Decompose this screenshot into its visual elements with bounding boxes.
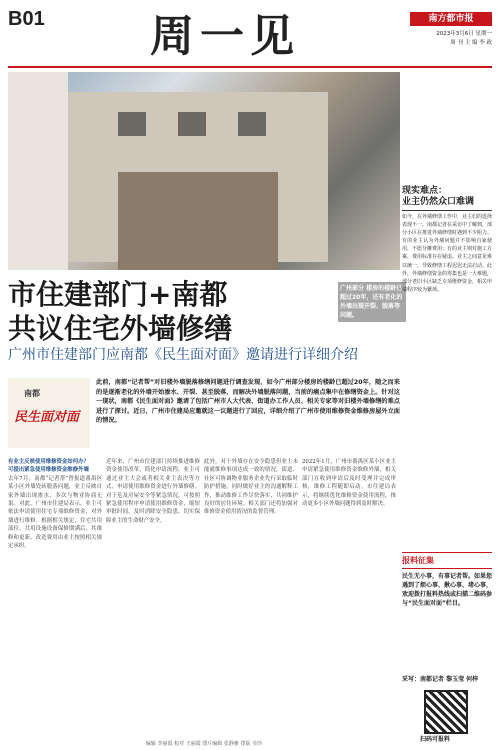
window — [238, 112, 266, 136]
qr-code-icon[interactable] — [424, 690, 468, 734]
headline-line-1: 市住建部门+南都 — [8, 278, 228, 311]
body-column-1 — [8, 458, 102, 550]
window — [178, 112, 206, 136]
answer-heading-1: 可提出紧急使用维修资金维修外墙 — [8, 467, 89, 474]
body-column-3 — [204, 458, 298, 517]
photo-caption: 广州部分 楼房的楼龄已超过20年，还有老化的外墙出现开裂、脱落等问题。 — [338, 282, 406, 322]
sidebar-body: 如今，在外墙修缮工作中，业主们的选择表现不一。南都记者在采访中了解到，部分小区在推进外墙修缮时遇到不少阻力。有的业主认为外墙问题并不影响自家使用，不愿分摊费用；有的业主则对施工方案、费用标准存在疑虑。业主之间意见难以统一，导致修缮工程迟迟无法启动。此外，外墙修缮资金的筹集也是一大难题，部分老旧小区缺乏专项维修资金，相关申请程序较为繁琐。 — [402, 214, 493, 293]
page-footer: 编辑 李丽霞 校对 王丽霞 图片编辑 张静雅 排版 吴玲 — [145, 741, 263, 747]
report-title: 报料征集 — [402, 552, 492, 569]
column-logo — [8, 378, 90, 448]
report-desc: 民生无小事，有事记者帮。如果您遇到了烦心事、揪心事、堵心事，欢迎拨打报料热线或扫描二维码参与“民生面对面”栏目。 — [402, 573, 493, 607]
editor-line: 周 刊 主 编 李 政 — [450, 40, 492, 46]
qr-label: 扫码可报料 — [420, 736, 451, 743]
report-box — [402, 552, 492, 608]
sidebar-heading — [402, 186, 492, 211]
column-logo-small: 南都 — [24, 388, 40, 398]
sidebar-rule — [402, 210, 492, 211]
body-column-4 — [302, 458, 396, 508]
column-text: 近年来，广州市住建部门持续推进维修资金使用改革，简化申请流程。业主可通过业主大会或者相关业主表决等方式，申请使用维修资金进行外墙修缮。对于危及房屋安全等紧急情况，可按照紧急使用程序申请使用维修资金，缩短审批时间，及时消除安全隐患，切实保障业主的生命财产安全。 — [106, 459, 200, 524]
building-left — [8, 72, 68, 270]
page-number: B01 — [8, 8, 45, 30]
headline — [8, 278, 400, 346]
section-title: 周一见 — [150, 11, 300, 62]
column-text: 2022年1月，广州市番禺区某小区业主申请紧急使用维修资金维修外墙，相关部门在收到申请后及时受理并完成审核，维修工程随即启动。市住建局表示，将继续优化维修资金使用流程，推动更多小区外墙问题得到及时解决。 — [302, 459, 396, 508]
issue-meta — [402, 30, 492, 48]
article-intro: 此前，南都“记者帮”对旧楼外墙脱落修缮问题进行调查发现，如今广州部分楼房的楼龄已超过20年，随之而来的是逐渐老化的外墙开始渗水、开裂、甚至脱落，而解决外墙脱落问题，当前的痛点集中在修缮资金上。针对这一现状，南都《民生面对面》邀请了包括广州市人大代表、街道办工作人员、相关专家等对旧楼外墙修缮的难点进行了探讨。近日，广州市住建局应邀就这一议题进行了回应，详细介绍了广州市使用维修资金维修房屋外立面的情况。 — [96, 379, 400, 425]
header-rule — [8, 66, 492, 68]
sidebar-title-1: 现实难点： — [402, 186, 448, 196]
column-text: 此外，对于外墙存在安全隐患但业主未能就维修事项达成一致的情况，街道、社区可协调物业服务企业先行采取临时防护措施，同时做好业主的沟通解释工作，推动维修工作尽快落实，共同维护良好的居住环境。相关部门还将加强对维修资金使用情况的监督管理。 — [204, 459, 298, 516]
author-line: 采写：南都记者 黎玉莹 何梓 — [402, 676, 479, 683]
page-header — [0, 0, 500, 70]
question-1: 有业主反映使用维修资金如何办？ — [8, 459, 89, 465]
column-text: 去年7月，南都“记者帮”曾报道番禺区某小区外墙瓷砖脱落问题，业主反映自家外墙出现渗水，多次与物业协商无果。对此，广州市住建局表示，业主可依法申请使用住宅专项维修资金，对外墙进行维修。根据相关规定，住宅共用部位、共用设施设备保修期满后，其维修和更新、改造费用由业主按照相关规定承担。 — [8, 475, 102, 550]
newspaper-logo: 南方都市报 — [410, 12, 492, 26]
headline-line-2: 共议住宅外墙修缮 — [8, 312, 233, 345]
subheadline: 广州市住建部门应南都《民生面对面》邀请进行详细介绍 — [8, 347, 358, 363]
window — [118, 112, 146, 136]
body-column-2 — [106, 458, 200, 525]
sidebar-title-2: 业主仍然众口难调 — [402, 197, 475, 207]
column-logo-big: 民生面对面 — [14, 410, 80, 425]
damaged-wall — [118, 172, 278, 270]
issue-date: 2023年3月6日 星期一 — [436, 31, 492, 37]
